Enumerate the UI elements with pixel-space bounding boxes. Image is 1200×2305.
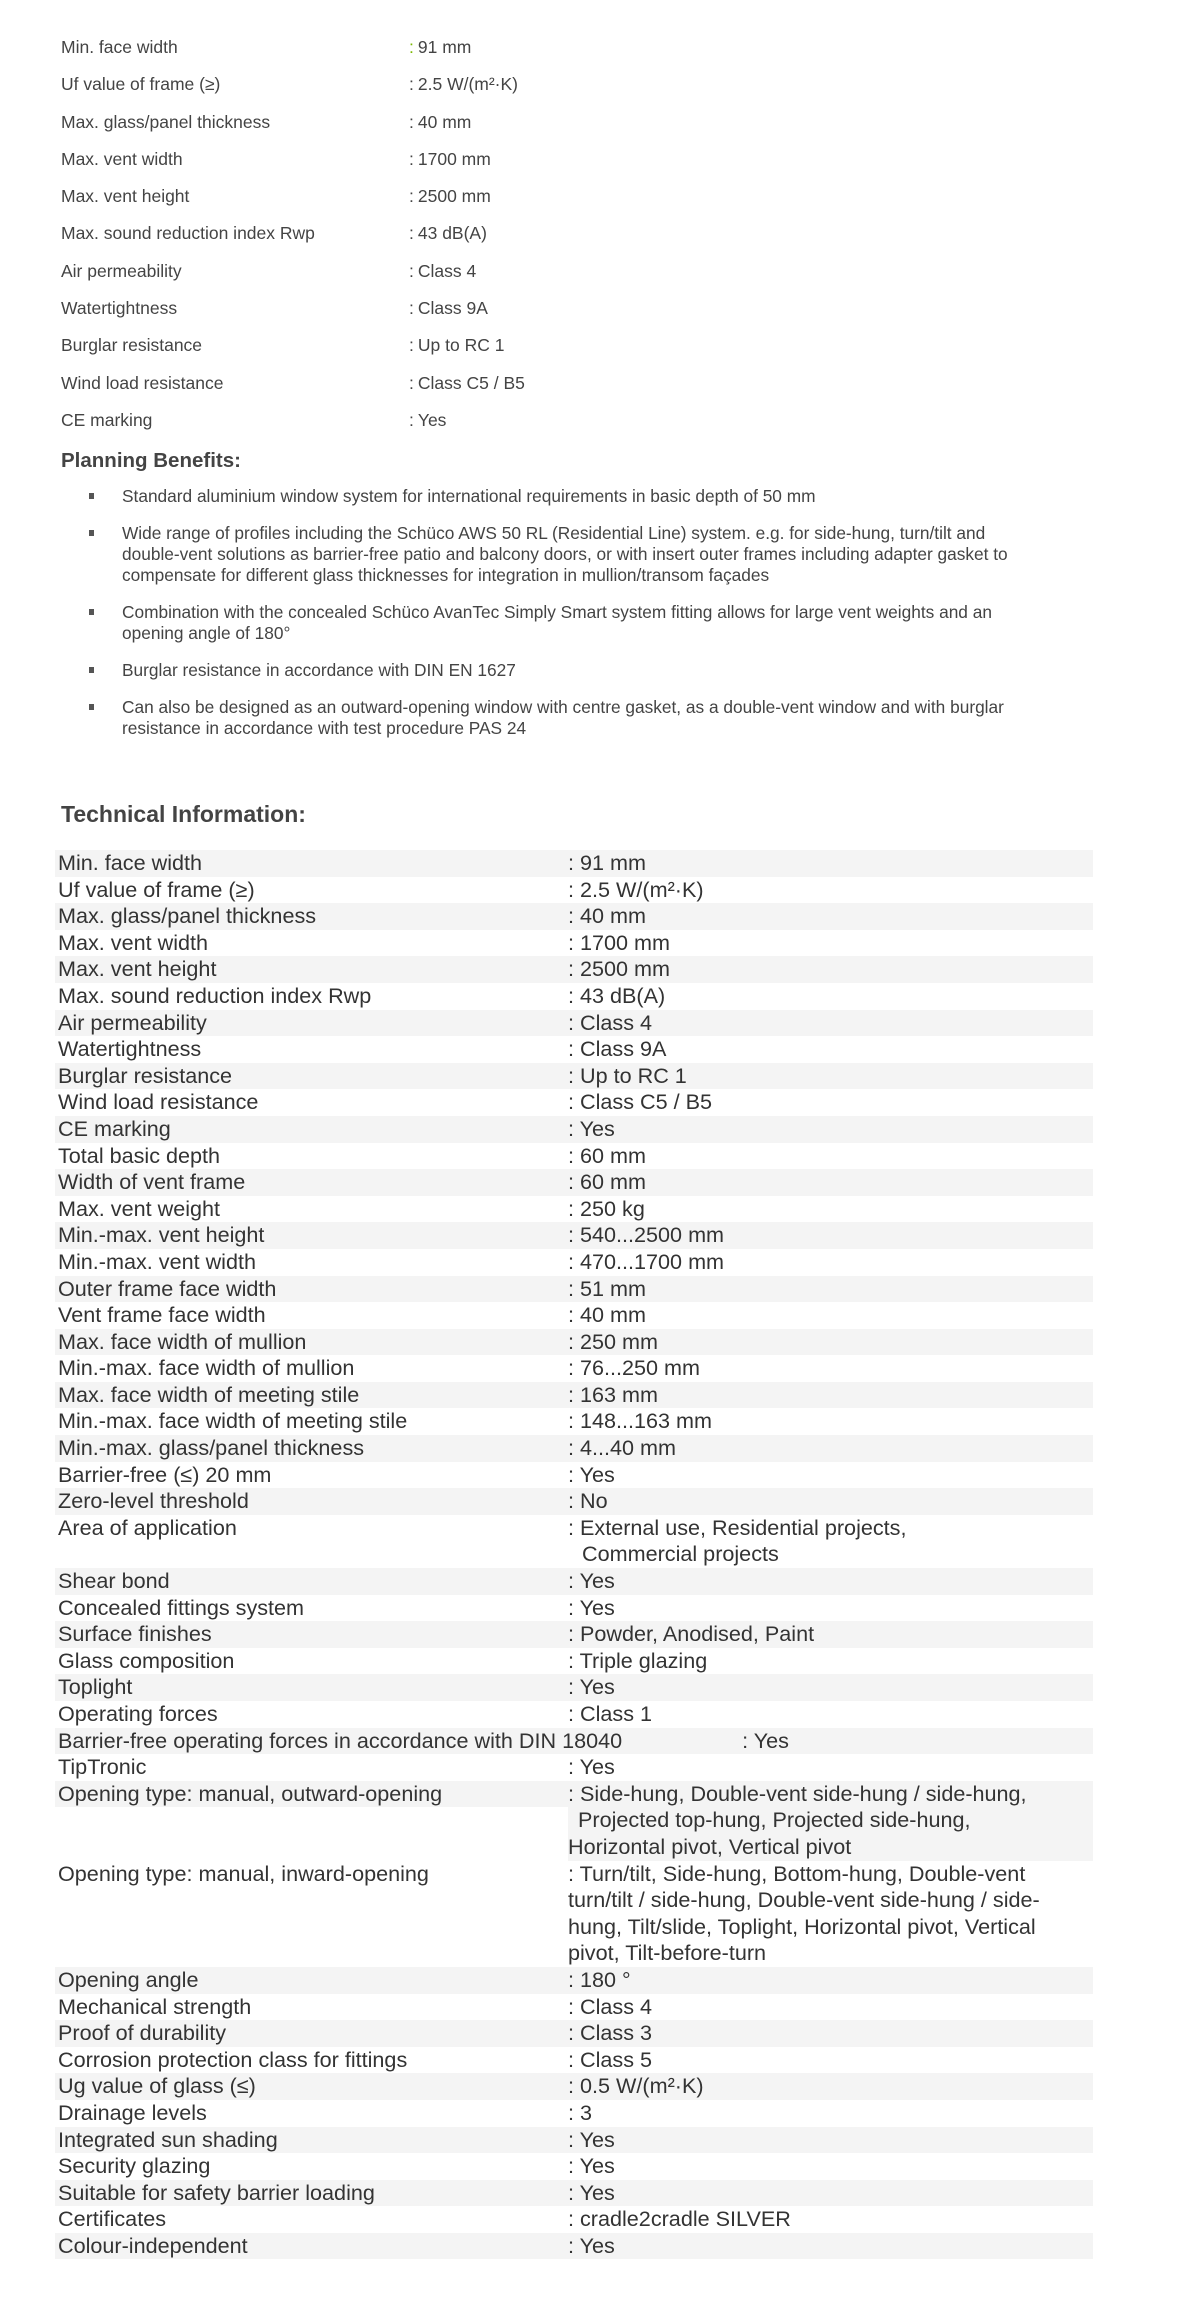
table-row (55, 1329, 1093, 1356)
row-label: Barrier-free operating forces in accordance with DIN 18040 (58, 1727, 623, 1753)
table-row (55, 1674, 1093, 1701)
row-label: Corrosion protection class for fittings (58, 2046, 408, 2072)
row-value: : Yes (568, 1115, 615, 1141)
value-line: pivot, Tilt-before-turn (568, 1940, 767, 1966)
spec-row (61, 37, 761, 74)
spec-value: 40 mm (417, 111, 472, 132)
summary-spec-list (61, 37, 761, 447)
value-line: Commercial projects (582, 1541, 779, 1567)
square-bullet-icon (89, 704, 94, 710)
row-label: Min. face width (58, 850, 203, 875)
table-row (55, 1222, 1093, 1249)
row-label: Opening type: manual, inward-opening (58, 1860, 429, 1886)
table-row (55, 1861, 1093, 1967)
row-label: Operating forces (58, 1701, 218, 1726)
spec-label: Air permeability (61, 260, 182, 281)
table-row (55, 1169, 1093, 1196)
table-row (55, 1435, 1093, 1462)
spec-row (61, 261, 761, 298)
row-value (568, 1515, 1093, 1568)
spec-row (61, 186, 761, 223)
table-row (55, 1063, 1093, 1090)
row-label: CE marking (58, 1115, 171, 1141)
row-label: Glass composition (58, 1647, 235, 1673)
benefit-text: Can also be designed as an outward-opening window with centre gasket, as a double-vent window and with burglar resistance in accordance with test procedure PAS 24 (122, 697, 1004, 738)
table-row (55, 1196, 1093, 1223)
spec-separator: : (409, 74, 414, 95)
row-label: Max. sound reduction index Rwp (58, 982, 372, 1008)
row-value: : Class 1 (568, 1701, 653, 1726)
table-row (55, 1462, 1093, 1489)
technical-information-table (55, 850, 1093, 2259)
spec-separator: : (409, 186, 414, 207)
table-row (55, 1595, 1093, 1622)
table-row (55, 1036, 1093, 1063)
table-row (55, 1515, 1093, 1568)
spec-value: Class 4 (417, 260, 477, 281)
table-row (55, 877, 1093, 904)
row-label: Ug value of glass (≤) (58, 2073, 256, 2099)
square-bullet-icon (89, 530, 94, 536)
row-value: : Yes (568, 1594, 615, 1620)
table-row (55, 1355, 1093, 1382)
planning-benefits-list (84, 486, 1014, 755)
row-label: Min.-max. face width of mullion (58, 1355, 355, 1381)
row-label: Proof of durability (58, 2020, 227, 2046)
row-value: : 1700 mm (568, 929, 671, 955)
row-value: : Class 3 (568, 2020, 653, 2046)
row-label: Max. vent width (58, 929, 209, 955)
table-row (55, 1701, 1093, 1728)
table-row (55, 1994, 1093, 2021)
benefit-text: Wide range of profiles including the Schüco AWS 50 RL (Residential Line) system. e.g. for side-hung, turn/tilt and double-vent solutions as barrier-free patio and balcony doors, or with insert outer frames including adapter gasket to compensate for different glass thicknesses for integration in mullion/transom façades (122, 523, 1008, 585)
row-value: : Up to RC 1 (568, 1062, 687, 1088)
table-row (55, 1648, 1093, 1675)
row-label: Min.-max. glass/panel thickness (58, 1435, 365, 1461)
table-row (55, 1116, 1093, 1143)
spec-row (61, 149, 761, 186)
row-value: : 43 dB(A) (568, 982, 666, 1008)
spec-row (61, 74, 761, 111)
spec-separator: : (409, 223, 414, 244)
table-row (55, 956, 1093, 983)
spec-label: Burglar resistance (61, 335, 203, 356)
row-label: Zero-level threshold (58, 1488, 249, 1514)
row-label: Max. vent weight (58, 1195, 221, 1221)
row-value: : Class 5 (568, 2046, 653, 2072)
value-line: Projected top-hung, Projected side-hung, (578, 1807, 971, 1833)
benefit-item (84, 602, 1014, 644)
row-value: : Class 4 (568, 1993, 653, 2019)
row-label: Min.-max. vent height (58, 1222, 265, 1248)
row-label: Max. glass/panel thickness (58, 903, 317, 929)
table-row (55, 1249, 1093, 1276)
table-row (55, 2233, 1093, 2260)
spec-label: Min. face width (61, 37, 178, 57)
table-row (55, 2127, 1093, 2154)
row-value: : Class 4 (568, 1009, 653, 1035)
spec-label: Watertightness (61, 298, 178, 319)
row-value: : Yes (742, 1727, 789, 1753)
technical-information-heading: Technical Information: (61, 801, 306, 827)
table-row (55, 1488, 1093, 1515)
row-label: Vent frame face width (58, 1302, 266, 1328)
spec-separator: : (409, 335, 414, 356)
row-value: : 40 mm (568, 903, 646, 929)
table-row (55, 983, 1093, 1010)
row-value: : 2.5 W/(m²·K) (568, 876, 704, 902)
value-line: hung, Tilt/slide, Toplight, Horizontal pivot, Vertical (568, 1913, 1036, 1939)
spec-value: 1700 mm (417, 148, 491, 169)
spec-value: 2500 mm (417, 186, 491, 207)
row-label: Colour-independent (58, 2232, 248, 2258)
row-value: : cradle2cradle SILVER (568, 2206, 791, 2232)
table-row (55, 1089, 1093, 1116)
square-bullet-icon (89, 493, 94, 499)
row-value: : Yes (568, 2126, 615, 2152)
table-row (55, 1302, 1093, 1329)
row-value: : 4...40 mm (568, 1435, 677, 1461)
spec-row (61, 223, 761, 260)
row-label: Area of application (58, 1514, 237, 1540)
row-value: : Yes (568, 2179, 615, 2205)
row-value (568, 1781, 1093, 1861)
row-value: : 60 mm (568, 1169, 646, 1195)
row-label: Max. face width of meeting stile (58, 1381, 360, 1407)
spec-row (61, 298, 761, 335)
benefit-text: Standard aluminium window system for international requirements in basic depth of 50 mm (122, 486, 816, 506)
spec-row (61, 112, 761, 149)
spec-value: Yes (417, 409, 447, 430)
row-value: : 3 (568, 2099, 593, 2125)
table-row (55, 2020, 1093, 2047)
table-row (55, 1967, 1093, 1994)
row-label: Drainage levels (58, 2099, 207, 2125)
row-label: Surface finishes (58, 1621, 212, 1647)
benefit-item (84, 486, 1014, 507)
table-row (55, 850, 1093, 877)
benefit-text: Burglar resistance in accordance with DIN EN 1627 (122, 660, 516, 680)
spec-separator: : (409, 260, 414, 281)
row-label: Min.-max. vent width (58, 1248, 257, 1274)
spec-value: 43 dB(A) (417, 223, 487, 244)
row-label: Air permeability (58, 1009, 207, 1035)
row-label: Barrier-free (≤) 20 mm (58, 1461, 272, 1487)
spec-separator: : (409, 148, 414, 169)
spec-separator: : (409, 37, 414, 57)
square-bullet-icon (89, 667, 94, 673)
row-label: Opening angle (58, 1966, 199, 1992)
row-value: : Yes (568, 2232, 615, 2258)
benefit-item (84, 697, 1014, 739)
row-value: : Class 9A (568, 1036, 667, 1062)
row-value: : 148...163 mm (568, 1408, 713, 1434)
spec-label: Uf value of frame (≥) (61, 74, 221, 95)
spec-value: Class 9A (417, 298, 488, 319)
row-label: Outer frame face width (58, 1275, 277, 1301)
row-value: : Powder, Anodised, Paint (568, 1621, 815, 1647)
table-row (55, 903, 1093, 930)
row-value: : Yes (568, 2153, 615, 2179)
row-value: : No (568, 1488, 608, 1514)
row-value: : 180 ° (568, 1966, 631, 1992)
table-row (55, 1382, 1093, 1409)
row-value: : 91 mm (568, 850, 646, 875)
row-value: : Triple glazing (568, 1647, 708, 1673)
row-value: : 51 mm (568, 1275, 646, 1301)
row-value: : 0.5 W/(m²·K) (568, 2073, 704, 2099)
row-value: : Yes (568, 1674, 615, 1700)
row-label: Uf value of frame (≥) (58, 876, 255, 902)
table-row (55, 1568, 1093, 1595)
table-row (55, 2100, 1093, 2127)
row-label: TipTronic (58, 1754, 147, 1780)
table-row (55, 1143, 1093, 1170)
spec-value: Class C5 / B5 (417, 372, 525, 393)
row-value: : 2500 mm (568, 956, 671, 982)
row-value: : Yes (568, 1568, 615, 1594)
spec-value: Up to RC 1 (417, 335, 505, 356)
spec-separator: : (409, 409, 414, 430)
row-label: Certificates (58, 2206, 167, 2232)
table-row (55, 2073, 1093, 2100)
row-label: Security glazing (58, 2153, 211, 2179)
value-line: : Side-hung, Double-vent side-hung / side-hung, (568, 1780, 1027, 1806)
row-value: : 60 mm (568, 1142, 646, 1168)
table-row (55, 2153, 1093, 2180)
spec-label: Max. sound reduction index Rwp (61, 223, 315, 244)
table-row (55, 1010, 1093, 1037)
table-row (55, 2047, 1093, 2074)
benefit-text: Combination with the concealed Schüco AvanTec Simply Smart system fitting allows for large vent weights and an opening angle of 180° (122, 602, 992, 643)
planning-benefits-heading: Planning Benefits: (61, 449, 241, 472)
table-row (55, 1621, 1093, 1648)
row-value: : 163 mm (568, 1381, 659, 1407)
spec-label: Max. vent height (61, 186, 190, 207)
benefit-item (84, 660, 1014, 681)
spec-label: Max. vent width (61, 148, 183, 169)
row-value: : Class C5 / B5 (568, 1089, 713, 1115)
row-label: Shear bond (58, 1568, 170, 1594)
table-row (55, 930, 1093, 957)
spec-label: Wind load resistance (61, 372, 224, 393)
spec-separator: : (409, 111, 414, 132)
row-value: : 76...250 mm (568, 1355, 701, 1381)
table-row (55, 2180, 1093, 2207)
row-label: Min.-max. face width of meeting stile (58, 1408, 408, 1434)
spec-separator: : (409, 372, 414, 393)
table-row (55, 1754, 1093, 1781)
table-row (55, 1781, 1093, 1861)
row-label: Wind load resistance (58, 1089, 259, 1115)
spec-value: 91 mm (417, 37, 472, 57)
table-row (55, 2206, 1093, 2233)
row-label: Max. vent height (58, 956, 217, 982)
row-label: Integrated sun shading (58, 2126, 278, 2152)
spec-value: 2.5 W/(m²·K) (417, 74, 519, 95)
value-line: Horizontal pivot, Vertical pivot (568, 1833, 852, 1859)
row-label: Suitable for safety barrier loading (58, 2179, 375, 2205)
row-label: Width of vent frame (58, 1169, 246, 1195)
value-line: turn/tilt / side-hung, Double-vent side-hung / side- (568, 1887, 1040, 1913)
square-bullet-icon (89, 609, 94, 615)
row-value: : 470...1700 mm (568, 1248, 725, 1274)
spec-row (61, 335, 761, 372)
row-value (568, 1861, 1093, 1967)
spec-separator: : (409, 298, 414, 319)
table-row (55, 1408, 1093, 1435)
row-label: Max. face width of mullion (58, 1328, 307, 1354)
spec-label: CE marking (61, 409, 153, 430)
row-value: : Yes (568, 1461, 615, 1487)
table-row (55, 1728, 1093, 1755)
row-label: Mechanical strength (58, 1993, 252, 2019)
row-label: Opening type: manual, outward-opening (55, 1781, 568, 1808)
row-label: Burglar resistance (58, 1062, 233, 1088)
row-value: : 250 mm (568, 1328, 659, 1354)
row-value: : Yes (568, 1754, 615, 1780)
row-label: Toplight (58, 1674, 133, 1700)
row-label: Total basic depth (58, 1142, 221, 1168)
table-row (55, 1276, 1093, 1303)
row-label: Concealed fittings system (58, 1594, 305, 1620)
benefit-item (84, 523, 1014, 586)
value-line: : External use, Residential projects, (568, 1514, 907, 1540)
row-label: Watertightness (58, 1036, 202, 1062)
spec-label: Max. glass/panel thickness (61, 111, 271, 132)
spec-row (61, 410, 761, 447)
spec-row (61, 373, 761, 410)
value-line: : Turn/tilt, Side-hung, Bottom-hung, Double-vent (568, 1860, 1026, 1886)
row-value: : 40 mm (568, 1302, 646, 1328)
row-value: : 250 kg (568, 1195, 645, 1221)
row-value: : 540...2500 mm (568, 1222, 725, 1248)
